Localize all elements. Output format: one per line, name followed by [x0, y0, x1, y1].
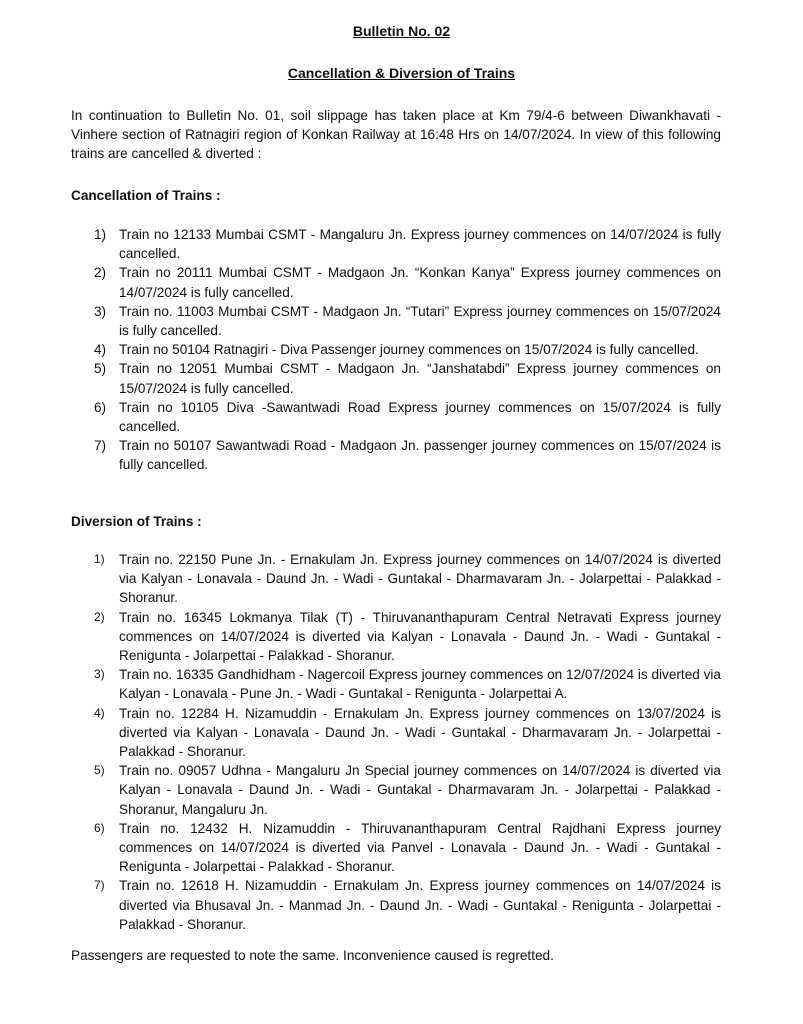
list-item [94, 225, 721, 263]
cancellation-list [94, 225, 721, 475]
item-text: Train no 50104 Ratnagiri - Diva Passenger journey commences on 15/07/2024 is fully cancelled. [119, 342, 699, 358]
item-number: 2) [94, 609, 105, 624]
item-text: Train no 12051 Mumbai CSMT - Madgaon Jn. “Janshatabdi” Express journey commences on 15/07/2024 is fully cancelled. [119, 361, 721, 396]
list-item [94, 608, 721, 666]
list-item [94, 302, 721, 340]
list-item [94, 876, 721, 934]
item-text: Train no. 11003 Mumbai CSMT - Madgaon Jn. “Tutari” Express journey commences on 15/07/2024 is fully cancelled. [119, 303, 721, 339]
item-text: Train no. 22150 Pune Jn. - Ernakulam Jn. Express journey commences on 14/07/2024 is diverted via Kalyan - Lonavala - Daund Jn. - Wadi - Guntakal - Dharmavaram Jn. - Jolarpettai - Palakkad - Shoranur. [119, 552, 721, 606]
intro-paragraph: In continuation to Bulletin No. 01, soil slippage has taken place at Km 79/4-6 between Diwankhavati - Vinhere section of Ratnagiri region of Konkan Railway at 16:48 Hrs on 14/07/2024. In view of this following trains are cancelled & diverted : [71, 108, 721, 162]
item-number: 1) [94, 227, 107, 242]
list-item [94, 340, 721, 359]
item-text: Train no. 16345 Lokmanya Tilak (T) - Thiruvananthapuram Central Netravati Express journey commences on 14/07/2024 is diverted via Kalyan - Lonavala - Daund Jn. - Wadi - Guntakal - Renigunta - Jolarpettai - Palakkad - Shoranur. [119, 609, 721, 664]
list-item [94, 550, 721, 608]
list-item [94, 359, 721, 397]
list-item [94, 704, 721, 762]
item-number: 6) [94, 399, 107, 415]
item-text: Train no. 12618 H. Nizamuddin - Ernakulam Jn. Express journey commences on 14/07/2024 is diverted via Bhusaval Jn. - Manmad Jn. - Daund Jn. - Wadi - Guntakal - Renigunta - Jolarpettai - Palakkad - Shoranur. [119, 878, 721, 932]
item-text: Train no. 12284 H. Nizamuddin - Ernakulam Jn. Express journey commences on 13/07/2024 is diverted via Kalyan - Lonavala - Daund Jn. - Wadi - Guntakal - Dharmavaram Jn. - Jolarpettai - Palakkad - Shoranur. [119, 705, 721, 760]
item-number: 7) [94, 878, 105, 893]
bulletin-number: Bulletin No. 02 [352, 23, 451, 39]
item-text: Train no 12133 Mumbai CSMT - Mangaluru Jn. Express journey commences on 14/07/2024 is fully cancelled. [119, 227, 721, 262]
item-number: 3) [94, 303, 107, 319]
item-text: Train no 10105 Diva -Sawantwadi Road Express journey commences on 15/07/2024 is fully cancelled. [119, 399, 721, 435]
list-item [94, 761, 721, 819]
item-text: Train no 50107 Sawantwadi Road - Madgaon Jn. passenger journey commences on 15/07/2024 is fully cancelled. [119, 438, 721, 473]
item-number: 3) [94, 667, 105, 682]
item-number: 5) [94, 763, 105, 778]
item-number: 4) [94, 342, 107, 358]
list-item [94, 263, 721, 301]
item-number: 7) [94, 438, 107, 454]
page-title: Cancellation & Diversion of Trains [287, 65, 516, 81]
list-item [94, 436, 721, 474]
diversion-list [94, 550, 721, 934]
item-text: Train no. 16335 Gandhidham - Nagercoil Express journey commences on 12/07/2024 is diverted via Kalyan - Lonavala - Pune Jn. - Wadi - Guntakal - Renigunta - Jolarpettai A. [119, 667, 721, 702]
item-number: 4) [94, 705, 105, 720]
item-text: Train no 20111 Mumbai CSMT - Madgaon Jn. “Konkan Kanya” Express journey commences on 14/07/2024 is fully cancelled. [119, 265, 721, 300]
cancellation-heading: Cancellation of Trains : [71, 188, 221, 203]
list-item [94, 819, 721, 877]
item-number: 5) [94, 361, 107, 377]
item-number: 2) [94, 265, 107, 281]
list-item [94, 665, 721, 703]
closing-note: Passengers are requested to note the same. Inconvenience caused is regretted. [71, 948, 554, 963]
item-number: 1) [94, 552, 105, 566]
item-text: Train no. 12432 H. Nizamuddin - Thiruvananthapuram Central Rajdhani Express journey commences on 14/07/2024 is diverted via Panvel - Lonavala - Daund Jn. - Wadi - Guntakal - Renigunta - Jolarpettai - Palakkad - Shoranur. [119, 820, 721, 875]
item-text: Train no. 09057 Udhna - Mangaluru Jn Special journey commences on 14/07/2024 is diverted via Kalyan - Lonavala - Daund Jn. - Wadi - Guntakal - Dharmavaram Jn. - Jolarpettai - Palakkad - Shoranur, Mangaluru Jn. [119, 763, 721, 817]
list-item [94, 398, 721, 436]
diversion-heading: Diversion of Trains : [71, 514, 202, 529]
item-number: 6) [94, 820, 105, 835]
